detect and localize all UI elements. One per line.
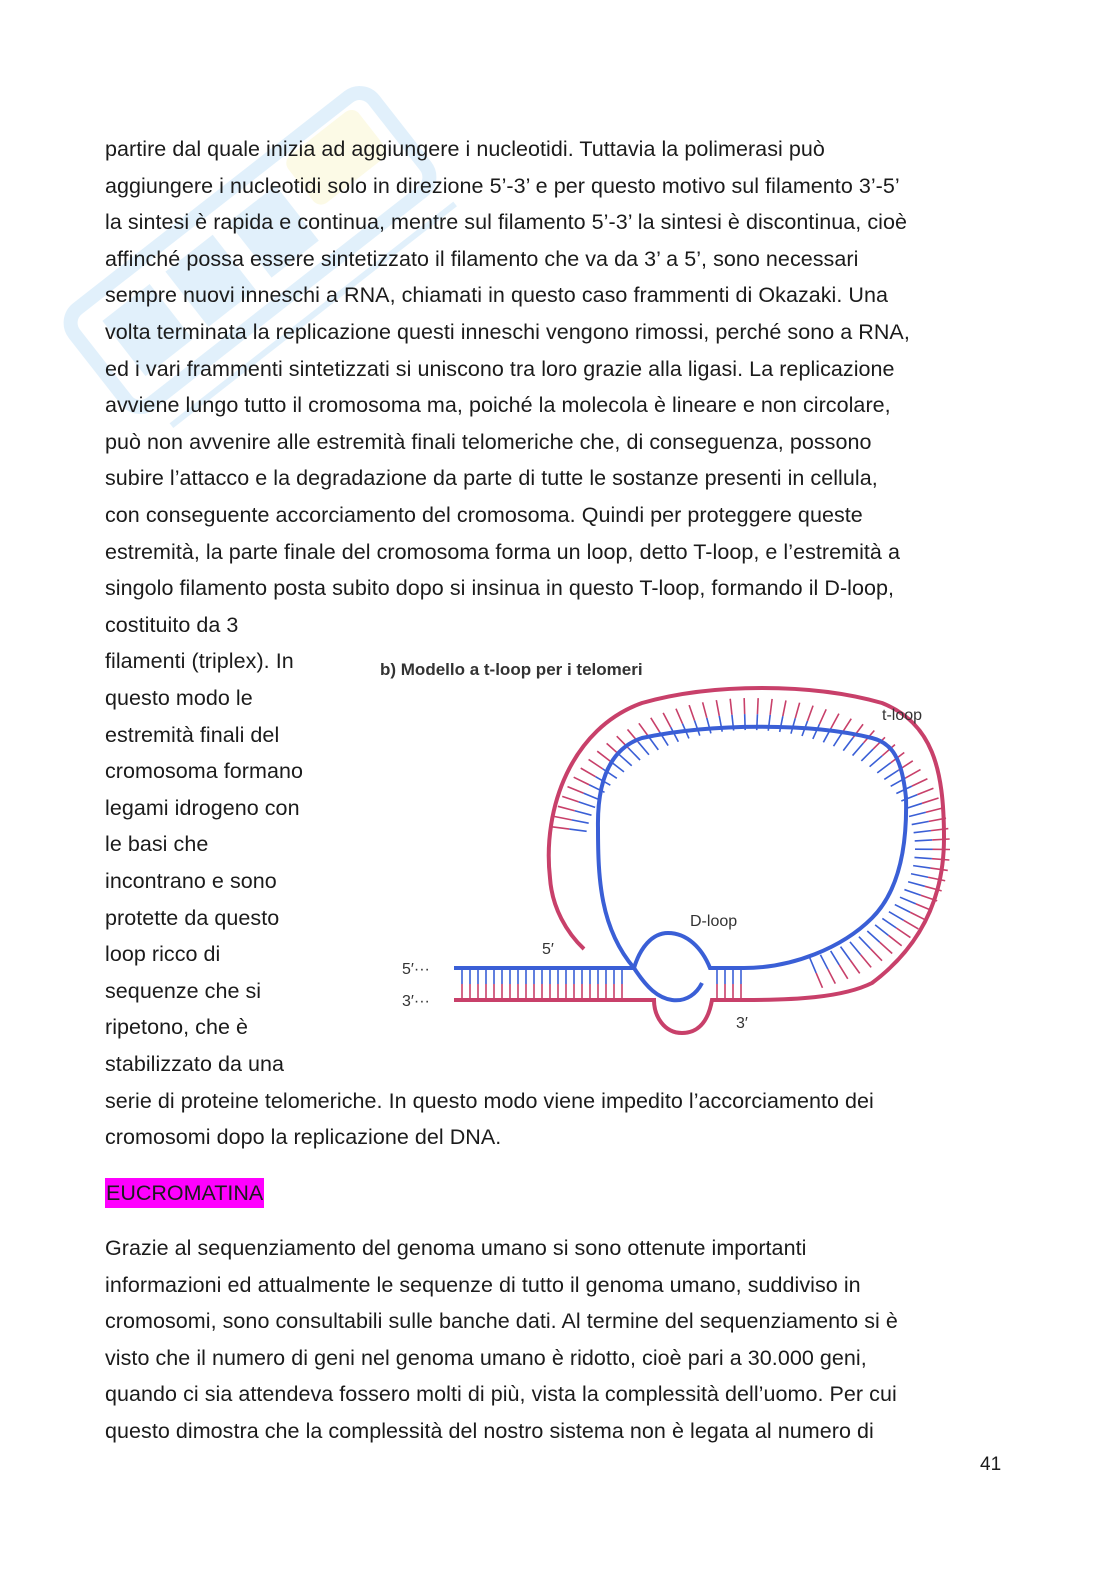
tloop-label: t-loop xyxy=(882,707,923,724)
base-pair-tick xyxy=(589,759,603,768)
base-pair-tick xyxy=(910,912,925,920)
three-prime-bottom-label: 3′ xyxy=(736,1015,748,1032)
base-pair-tick xyxy=(908,882,925,887)
base-pair-tick xyxy=(915,840,932,841)
base-pair-tick xyxy=(820,955,827,969)
base-pair-tick xyxy=(628,748,640,760)
base-pair-tick xyxy=(850,960,860,973)
base-pair-tick xyxy=(884,770,898,779)
paragraph-line: partire dal quale inizia ad aggiungere i nucleotidi. Tuttavia la polimerasi può xyxy=(105,137,825,161)
base-pair-tick xyxy=(834,732,843,746)
base-pair-tick xyxy=(597,751,610,761)
base-pair-tick xyxy=(859,937,871,949)
paragraph-line: aggiungere i nucleotidi solo in direzione 5’-3’ e per questo motivo sul filamento 3’-5’ xyxy=(105,173,900,198)
base-pair-tick xyxy=(649,737,659,750)
base-pair-tick xyxy=(638,742,649,755)
paragraph-line: con conseguente accorciamento del cromosoma. Quindi per proteggere queste xyxy=(105,503,863,527)
base-pair-tick xyxy=(895,905,910,913)
base-pair-tick xyxy=(912,779,928,786)
paragraph-line: le basi che xyxy=(105,832,209,857)
base-pair-tick xyxy=(889,912,904,921)
paragraph-line: avviene lungo tutto il cromosoma ma, poiché la molecola è lineare e non circolare, xyxy=(105,393,891,418)
base-pair-tick xyxy=(888,935,901,945)
paragraph-line: la sintesi è rapida e continua, mentre sul filamento 5’-3’ la sintesi è discontinua, cioè xyxy=(105,210,907,235)
base-pair-tick xyxy=(917,788,933,794)
base-pair-tick xyxy=(552,827,569,829)
base-pair-tick xyxy=(904,920,919,929)
base-pair-tick xyxy=(875,925,888,935)
paragraph-line: questo modo le xyxy=(105,686,253,710)
five-prime-left-label: 5′··· xyxy=(402,961,430,978)
base-pair-tick xyxy=(928,877,945,880)
base-pair-tick xyxy=(703,702,707,718)
base-pair-tick xyxy=(689,705,694,720)
base-pair-tick xyxy=(816,973,822,988)
five-prime-label: 5′ xyxy=(542,941,554,958)
base-pair-tick xyxy=(581,768,596,777)
paragraph-line: cromosomi, sono consultabili sulle banche dati. Al termine del sequenziamento si è xyxy=(105,1309,898,1334)
base-pair-tick xyxy=(810,958,816,973)
base-pair-tick xyxy=(730,699,732,715)
figure-title: b) Modello a t-loop per i telomeri xyxy=(380,660,643,679)
paragraph-line: protette da questo xyxy=(105,905,280,930)
base-pair-tick xyxy=(914,831,931,833)
base-pair-tick xyxy=(900,897,916,904)
base-pair-tick xyxy=(770,699,772,715)
paragraph-line: informazioni ed attualmente le sequenze di tutto il genoma umano, suddiviso in xyxy=(105,1272,861,1297)
base-pair-tick xyxy=(808,706,814,721)
base-pair-tick xyxy=(909,812,926,816)
dloop-label: D-loop xyxy=(690,913,738,930)
base-pair-tick xyxy=(568,787,584,794)
paragraph-line: subire l’attacco e la degradazione da parte di tutte le sostanze presenti in cellula, xyxy=(105,466,878,491)
base-pair-tick xyxy=(579,802,595,808)
base-pair-tick xyxy=(707,718,711,734)
base-pair-tick xyxy=(912,821,929,824)
paragraph-line: può non avvenire alle estremità finali telomeriche che, di conseguenza, possono xyxy=(105,429,872,454)
base-pair-tick xyxy=(911,874,928,877)
section-title: EUCROMATINA xyxy=(105,1178,264,1208)
paragraph-line: cromosoma formano xyxy=(105,759,304,784)
paragraph-line: legami idrogeno con xyxy=(105,795,300,820)
base-pair-tick xyxy=(904,890,920,896)
base-pair-tick xyxy=(562,796,578,802)
paragraph-line: affinché possa essere sintetizzato il filamento che va da 3’ a 5’, sono necessari xyxy=(105,246,859,271)
base-pair-tick xyxy=(841,947,851,960)
base-pair-tick xyxy=(839,965,848,979)
paragraph-line: visto che il numero di geni nel genoma umano è ridotto, cioè pari a 30.000 geni, xyxy=(105,1345,867,1370)
base-pair-tick xyxy=(930,868,947,870)
page-number: 41 xyxy=(980,1454,1002,1475)
base-pair-tick xyxy=(880,942,892,953)
paragraph-line: cromosomi dopo la replicazione del DNA. xyxy=(105,1125,502,1150)
base-pair-tick xyxy=(877,763,890,773)
base-pair-tick xyxy=(780,716,783,732)
base-pair-tick xyxy=(896,928,910,938)
base-pair-tick xyxy=(583,793,599,800)
paragraph-line: serie di proteine telomeriche. In questo modo viene impedito l’accorciamento dei xyxy=(105,1088,874,1113)
base-pair-tick xyxy=(914,857,931,858)
three-prime-left-label: 3′··· xyxy=(402,993,430,1010)
base-pair-tick xyxy=(870,949,882,961)
base-pair-tick xyxy=(831,714,839,728)
base-pair-tick xyxy=(906,770,921,778)
base-pair-tick xyxy=(574,777,589,785)
paragraph-line: sequenze che si xyxy=(105,978,262,1003)
paragraph-line: Grazie al sequenziamento del genoma umano si sono ottenute importanti xyxy=(105,1236,807,1260)
base-pair-tick xyxy=(757,698,758,714)
paragraph-line: sempre nuovi inneschi a RNA, chiamati in questo caso frammenti di Okazaki. Una xyxy=(105,283,889,308)
tloop-outer-strand xyxy=(454,688,944,1033)
paragraph-line: stabilizzato da una xyxy=(105,1052,285,1076)
base-pair-tick xyxy=(882,918,896,928)
base-pair-tick xyxy=(572,820,589,823)
dloop-invading-strand xyxy=(634,968,702,1000)
base-pair-tick xyxy=(569,829,586,831)
base-pair-tick xyxy=(558,806,575,810)
base-pair-tick xyxy=(716,700,719,716)
paragraph-line: ed i vari frammenti sintetizzati si uniscono tra loro grazie alla ligasi. La replicazione xyxy=(105,356,895,381)
base-pair-tick xyxy=(922,798,938,803)
base-pair-tick xyxy=(913,866,930,868)
paragraph-line: incontrano e sono xyxy=(105,869,277,893)
base-pair-tick xyxy=(828,969,835,983)
paragraph-line: ripetono, che è xyxy=(105,1015,248,1040)
tloop-figure xyxy=(372,648,970,1048)
base-pair-tick xyxy=(554,816,571,819)
base-pair-tick xyxy=(831,951,840,965)
paragraph-line: singolo filamento posta subito dopo si insinua in questo T-loop, formando il D-loop, xyxy=(105,576,895,601)
paragraph-line: loop ricco di xyxy=(105,942,221,967)
base-pair-tick xyxy=(639,723,649,736)
paragraph-line: quando ci sia attendeva fossero molti di più, vista la complessità dell’uomo. Per cui xyxy=(105,1382,897,1407)
base-pair-tick xyxy=(853,743,864,756)
base-pair-tick xyxy=(820,709,827,724)
base-pair-tick xyxy=(843,737,853,750)
base-pair-tick xyxy=(861,749,873,761)
base-pair-tick xyxy=(744,698,745,714)
paragraph-line: filamenti (triplex). In xyxy=(105,649,294,674)
base-pair-tick xyxy=(575,811,592,815)
base-pair-tick xyxy=(813,724,820,739)
base-pair-tick xyxy=(651,718,660,732)
base-pair-tick xyxy=(867,931,879,942)
base-pair-tick xyxy=(783,700,786,716)
base-pair-tick xyxy=(926,808,943,812)
base-pair-ticks xyxy=(462,698,950,998)
base-pair-tick xyxy=(619,755,632,766)
base-pair-tick xyxy=(932,839,949,840)
paragraph-line: questo dimostra che la complessità del nostro sistema non è legata al numero di xyxy=(105,1419,874,1443)
paragraph-line: costituito da 3 xyxy=(105,612,239,637)
paragraph-line: estremità, la parte finale del cromosoma forma un loop, detto T-loop, e l’estremità a xyxy=(105,539,900,564)
tloop-inner-strand xyxy=(454,727,906,968)
paragraph-line: volta terminata la replicazione questi inneschi vengono rimossi, perché sono a RNA, xyxy=(105,320,910,344)
base-pair-tick xyxy=(795,703,799,718)
base-pair-tick xyxy=(850,942,861,955)
base-pair-tick xyxy=(932,859,949,860)
base-pair-tick xyxy=(861,955,872,968)
paragraph-line: estremità finali del xyxy=(105,722,280,747)
base-pair-tick xyxy=(663,713,671,727)
base-pair-tick xyxy=(676,709,682,724)
base-pair-tick xyxy=(870,756,883,767)
